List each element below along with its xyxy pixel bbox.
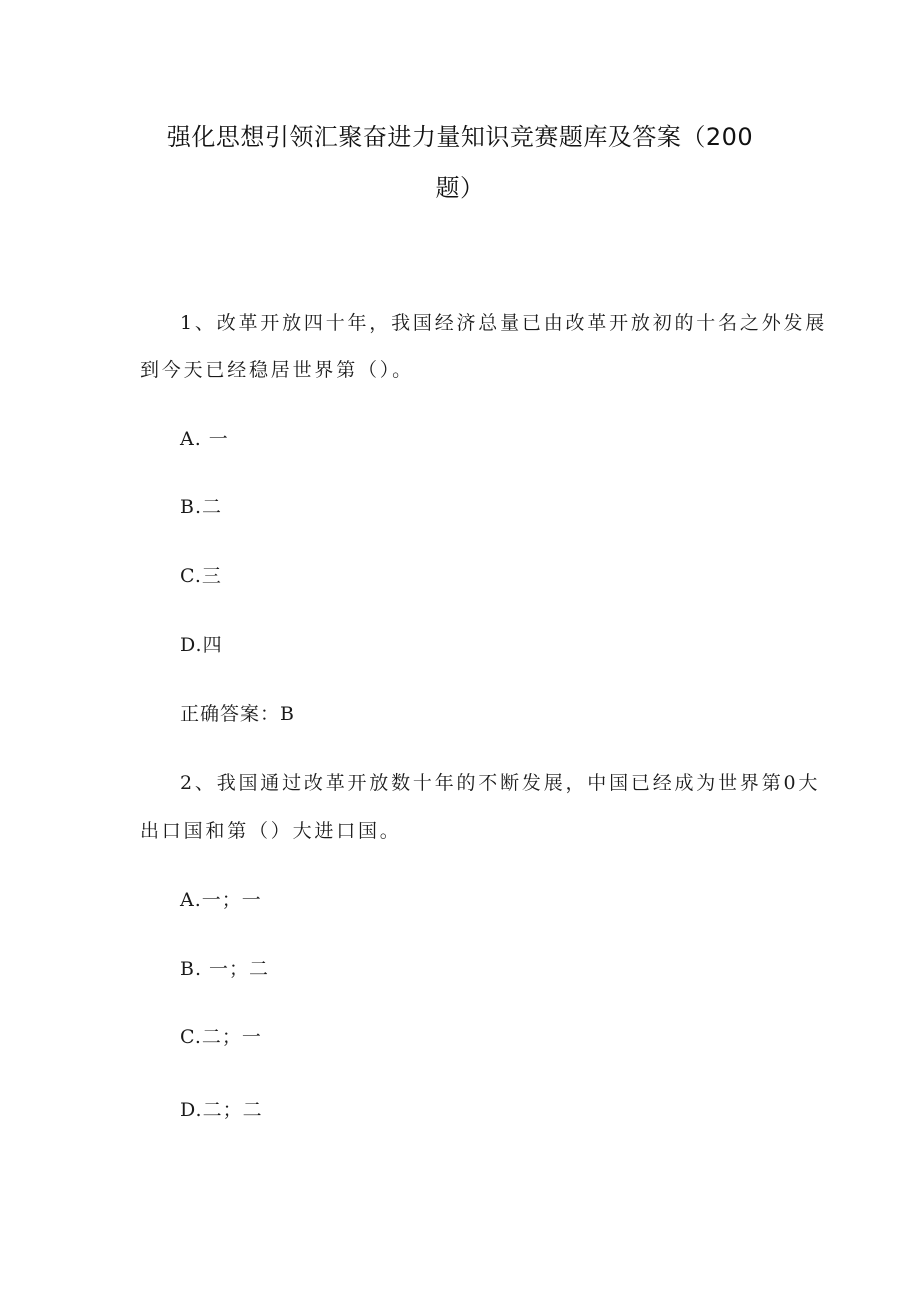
question-2-text-line-1: 2、我国通过改革开放数十年的不断发展，中国已经成为世界第0大 (180, 772, 821, 794)
question-1-option-a: A. 一 (180, 428, 229, 450)
question-1-text-line-1: 1、改革开放四十年，我国经济总量已由改革开放初的十名之外发展 (180, 312, 828, 334)
document-title-line-1: 强化思想引领汇聚奋进力量知识竞赛题库及答案（200 (166, 123, 754, 151)
question-2-option-d: D.二；二 (180, 1099, 263, 1121)
question-2-text-line-2: 出口国和第（）大进口国。 (140, 820, 402, 842)
question-1-text-line-2: 到今天已经稳居世界第（）。 (140, 359, 414, 381)
question-1-option-b: B.二 (180, 496, 223, 518)
question-1-option-c: C.三 (180, 565, 222, 587)
question-2-option-b: B. 一；二 (180, 958, 270, 980)
question-2-option-a: A.一；一 (180, 889, 262, 911)
document-title-line-2: 题） (435, 174, 485, 202)
question-2-option-c: C.二；一 (180, 1026, 262, 1048)
question-1-option-d: D.四 (180, 634, 223, 656)
question-1-answer: 正确答案：B (180, 703, 295, 725)
